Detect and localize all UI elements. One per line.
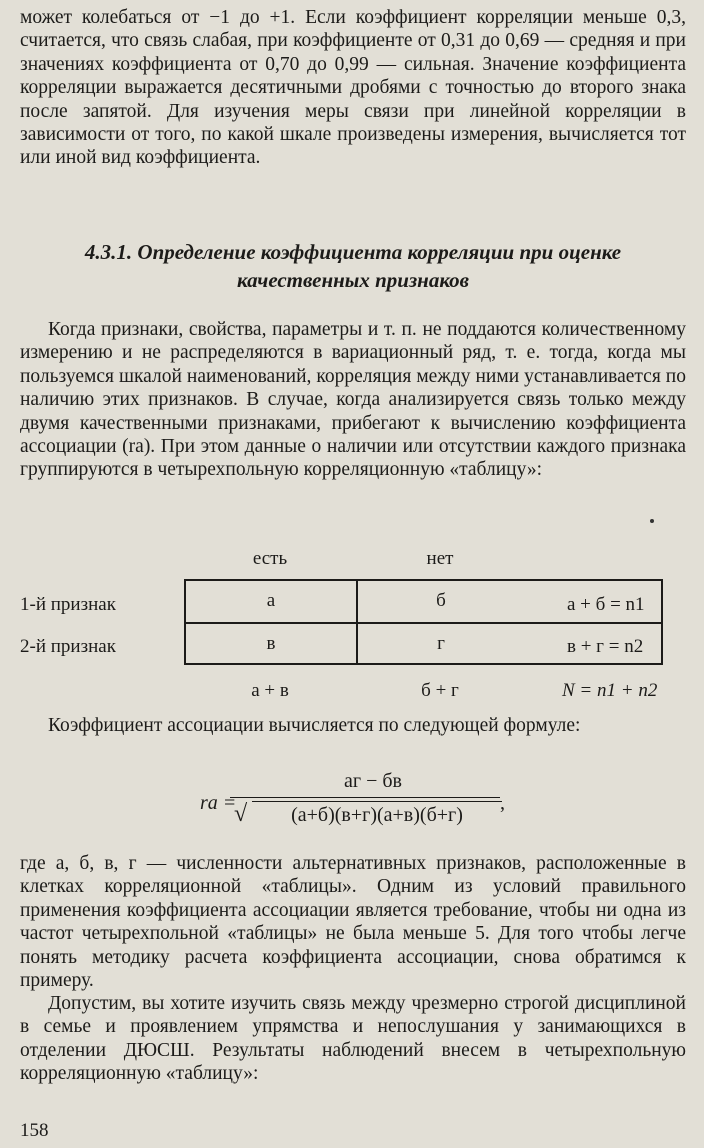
paragraph-3: Коэффициент ассоциации вычисляется по следующей формуле: [48, 715, 581, 736]
cell-v: в [266, 633, 276, 654]
section-heading: 4.3.1. Определение коэффициента корреляции при оценке качественных признаков [84, 240, 622, 292]
row-label-1: 1-й признак [20, 594, 116, 615]
intro-paragraph: может колебаться от −1 до +1. Если коэффициент корреляции меньше 0,3, считается, что связь слабая, при коэффициенте от 0,31 до 0,69 — средняя и при значениях коэффициента от 0,70 до 0,99 — сильная. Значение коэффициента корреляции выражается десятичными дробями с точностью до второго знака после запятой. Для изучения меры связи при линейной корреляции в зависимости от того, по какой шкале произведены измерения, вычисляется тот или иной вид коэффициента. [20, 7, 686, 169]
formula-numerator: аг − бв [344, 770, 402, 792]
formula-comma: , [500, 792, 505, 814]
paragraph-4: где а, б, в, г — численности альтернативных признаков, расположенные в клетках корреляционной «таблицы». Одним из условий правильного применения коэффициента ассоциации является требование, чтобы ни одна из частот четырехпольной «таблицы» не была меньше 5. Для того чтобы легче понять методику расчета коэффициента ассоциации, снова обратимся к примеру. [20, 853, 686, 992]
sqrt-sign: √ [234, 801, 248, 827]
grid-horizontal-line [186, 622, 661, 624]
association-formula [200, 770, 510, 830]
formula-lhs: rа = [200, 792, 237, 814]
col-sum-2: б + г [421, 680, 459, 701]
total-sum: N = n1 + n2 [562, 680, 658, 701]
paragraph-2: Когда признаки, свойства, параметры и т. п. не поддаются количественному измерению и не распределяются в вариационный ряд, т. е. тогда, когда мы пользуемся шкалой наименований, корреляция между ними устанавливается по наличию этих признаков. В случае, когда анализируется связь только между двумя качественными признаками, прибегают к вычислению коэффициента ассоциации (rа). При этом данные о наличии или отсутствии каждого признака группируются в четырехпольную корреляционную «таблицу»: [20, 319, 686, 481]
paragraph-5: Допустим, вы хотите изучить связь между чрезмерно строгой дисциплиной в семье и проявлением упрямства и непослушания у занимающихся в отделении ДЮСШ. Результаты наблюдений внесем в четырехпольную корреляционную «таблицу»: [20, 993, 686, 1085]
print-speck [650, 519, 654, 523]
cell-a: а [266, 590, 276, 611]
fraction-bar [230, 797, 500, 798]
cell-b: б [436, 590, 446, 611]
col-sum-1: а + в [251, 680, 289, 701]
row-label-2: 2-й признак [20, 636, 116, 657]
row-sum-2: в + г = n2 [567, 636, 644, 657]
col-header-yes: есть [252, 548, 288, 569]
page-number: 158 [20, 1120, 49, 1141]
col-header-no: нет [426, 548, 454, 569]
formula-denominator: (а+б)(в+г)(а+в)(б+г) [252, 801, 502, 827]
cell-g: г [437, 633, 445, 654]
row-sum-1: а + б = n1 [567, 594, 645, 615]
